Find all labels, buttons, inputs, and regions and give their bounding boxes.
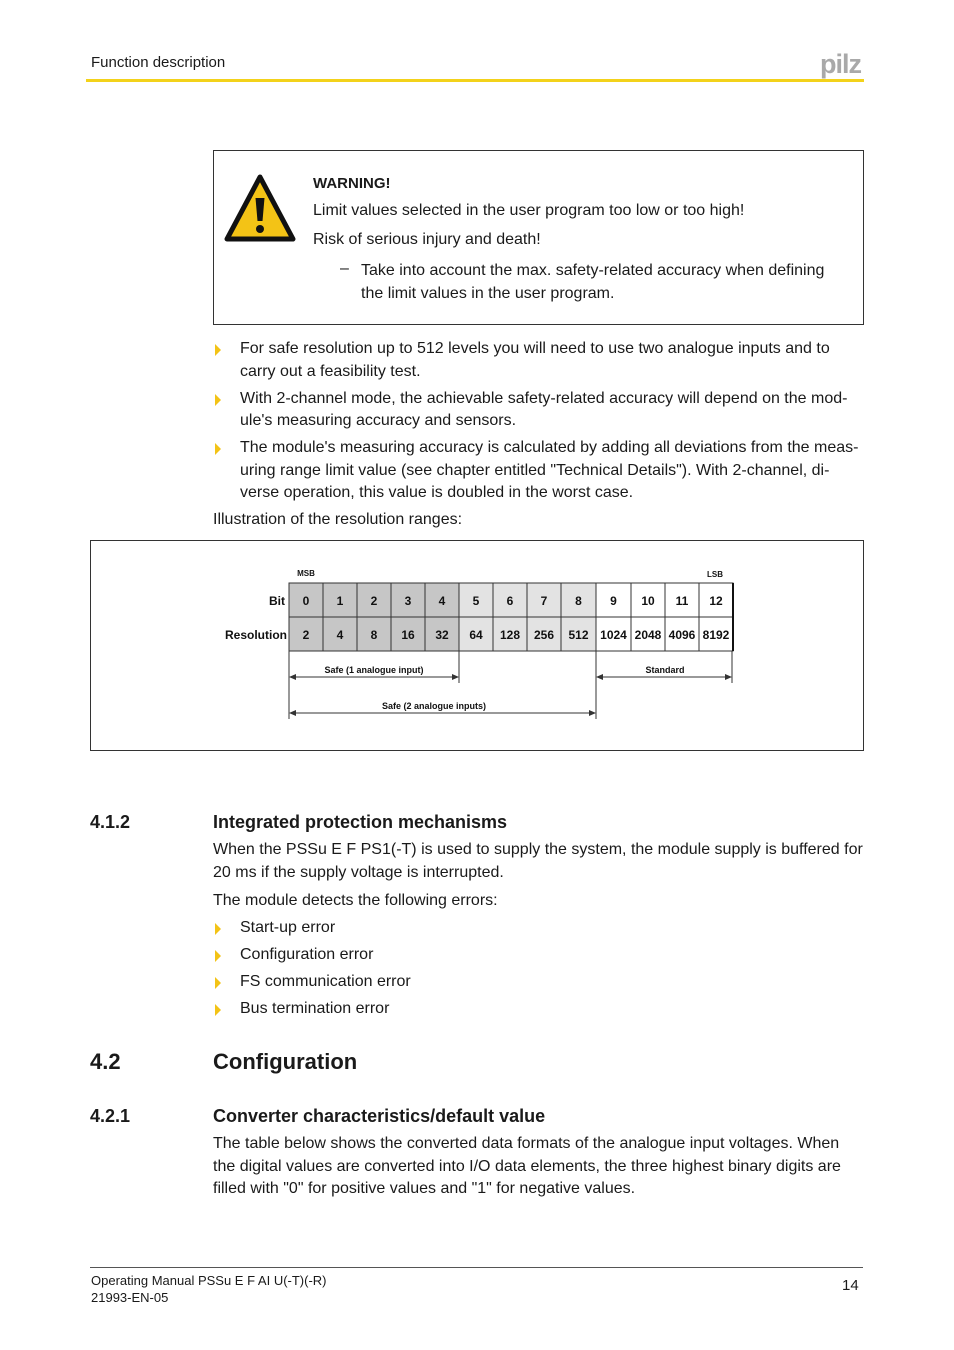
warning-consequence: Risk of serious injury and death! [313, 231, 541, 248]
illustration-intro: Illustration of the resolution ranges: [213, 511, 463, 528]
bullet-arrow-icon [215, 1004, 221, 1016]
resolution-value: 8192 [702, 628, 730, 642]
footer-rule [90, 1267, 863, 1268]
warning-action: Take into account the max. safety-related accuracy when defining the limit values in the user program. [361, 262, 825, 302]
bit-value: 8 [575, 594, 582, 608]
page-number: 14 [842, 1277, 859, 1294]
section-heading: Converter characteristics/default value [213, 1106, 546, 1126]
bullet-arrow-icon [215, 950, 221, 962]
resolution-value: 8 [370, 628, 378, 642]
bit-value: 4 [438, 594, 446, 608]
list-item: Start-up error [213, 917, 863, 940]
chapter-number: 4.2 [90, 1049, 121, 1074]
list-item: The module's measuring accuracy is calculated by adding all deviations from the meas-uring range limit value (see chapter entitled "Technical Details"). With 2-channel, di-verse operation, this value is doubled in the worst case. [213, 437, 863, 505]
paragraph: The module detects the following errors: [213, 892, 498, 909]
resolution-value: 16 [401, 628, 415, 642]
msb-label: MSB [297, 569, 315, 578]
running-header: Function description [91, 54, 226, 71]
bullet-arrow-icon [215, 443, 221, 455]
resolution-value: 4096 [668, 628, 696, 642]
warning-title: WARNING! [313, 175, 391, 192]
arrow-head-left [289, 710, 296, 716]
footer-doc-id: 21993-EN-05 [91, 1290, 169, 1305]
row-label-bit: Bit [269, 594, 285, 608]
info-bullet-list [213, 338, 863, 509]
standard-range-label: Standard [645, 665, 685, 675]
resolution-value: 128 [499, 628, 521, 642]
bit-value: 9 [610, 594, 617, 608]
bit-value: 1 [336, 594, 344, 608]
list-item: Bus termination error [213, 998, 863, 1021]
section-number: 4.1.2 [90, 812, 131, 832]
paragraph: The table below shows the converted data formats of the analogue input voltages. When the digital values are converted into I/O data elements, the three highest binary digits are filled with "0" for positive values and "1" for negative values. [213, 1135, 841, 1197]
warning-box [213, 150, 864, 325]
bullet-arrow-icon [215, 394, 221, 406]
arrow-head-right [725, 674, 732, 680]
bit-value: 7 [540, 594, 548, 608]
bullet-arrow-icon [215, 923, 221, 935]
error-list [213, 917, 863, 1025]
chapter-heading: Configuration [213, 1049, 358, 1074]
bit-value: 5 [472, 594, 480, 608]
arrow-head-right [452, 674, 459, 680]
bit-value: 3 [404, 594, 412, 608]
bit-value: 6 [506, 594, 514, 608]
list-item: FS communication error [213, 971, 863, 994]
safe2-range-label: Safe (2 analogue inputs) [381, 701, 487, 711]
footer-manual-title: Operating Manual PSSu E F AI U(-T)(-R) [91, 1273, 327, 1288]
bit-value: 12 [709, 594, 723, 608]
list-item: For safe resolution up to 512 levels you will need to use two analogue inputs and to carry out a feasibility test. [213, 338, 863, 383]
resolution-figure [90, 540, 864, 751]
section-number: 4.2.1 [90, 1106, 131, 1126]
arrow-head-right [589, 710, 596, 716]
resolution-value: 32 [435, 628, 449, 642]
bit-value: 2 [370, 594, 378, 608]
resolution-diagram [91, 541, 865, 752]
bit-value: 0 [302, 594, 310, 608]
resolution-value: 1024 [600, 628, 627, 642]
bullet-arrow-icon [215, 977, 221, 989]
pilz-logo: pilz [820, 49, 861, 79]
warning-hazard: Limit values selected in the user program too low or too high! [313, 202, 745, 219]
bit-value: 11 [675, 594, 689, 608]
list-item: Configuration error [213, 944, 863, 967]
resolution-value: 512 [568, 628, 589, 642]
arrow-head-left [596, 674, 603, 680]
row-label-resolution: Resolution [225, 628, 287, 642]
warning-triangle-icon [224, 173, 296, 245]
header-rule [86, 79, 864, 82]
lsb-label: LSB [707, 570, 723, 579]
list-item: With 2-channel mode, the achievable safety-related accuracy will depend on the mod-ule's measuring accuracy and sensors. [213, 388, 863, 433]
resolution-value: 256 [533, 628, 555, 642]
section-heading: Integrated protection mechanisms [213, 812, 508, 832]
arrow-head-left [289, 674, 296, 680]
safe1-range-label: Safe (1 analogue input) [324, 665, 424, 675]
warning-dash: – [340, 260, 349, 277]
bit-value: 10 [641, 594, 655, 608]
resolution-value: 2048 [634, 628, 662, 642]
paragraph: When the PSSu E F PS1(-T) is used to supply the system, the module supply is buffered for 20 ms if the supply voltage is interrupted. [213, 841, 863, 881]
resolution-value: 2 [302, 628, 310, 642]
resolution-value: 64 [469, 628, 483, 642]
resolution-value: 4 [336, 628, 344, 642]
bullet-arrow-icon [215, 344, 221, 356]
